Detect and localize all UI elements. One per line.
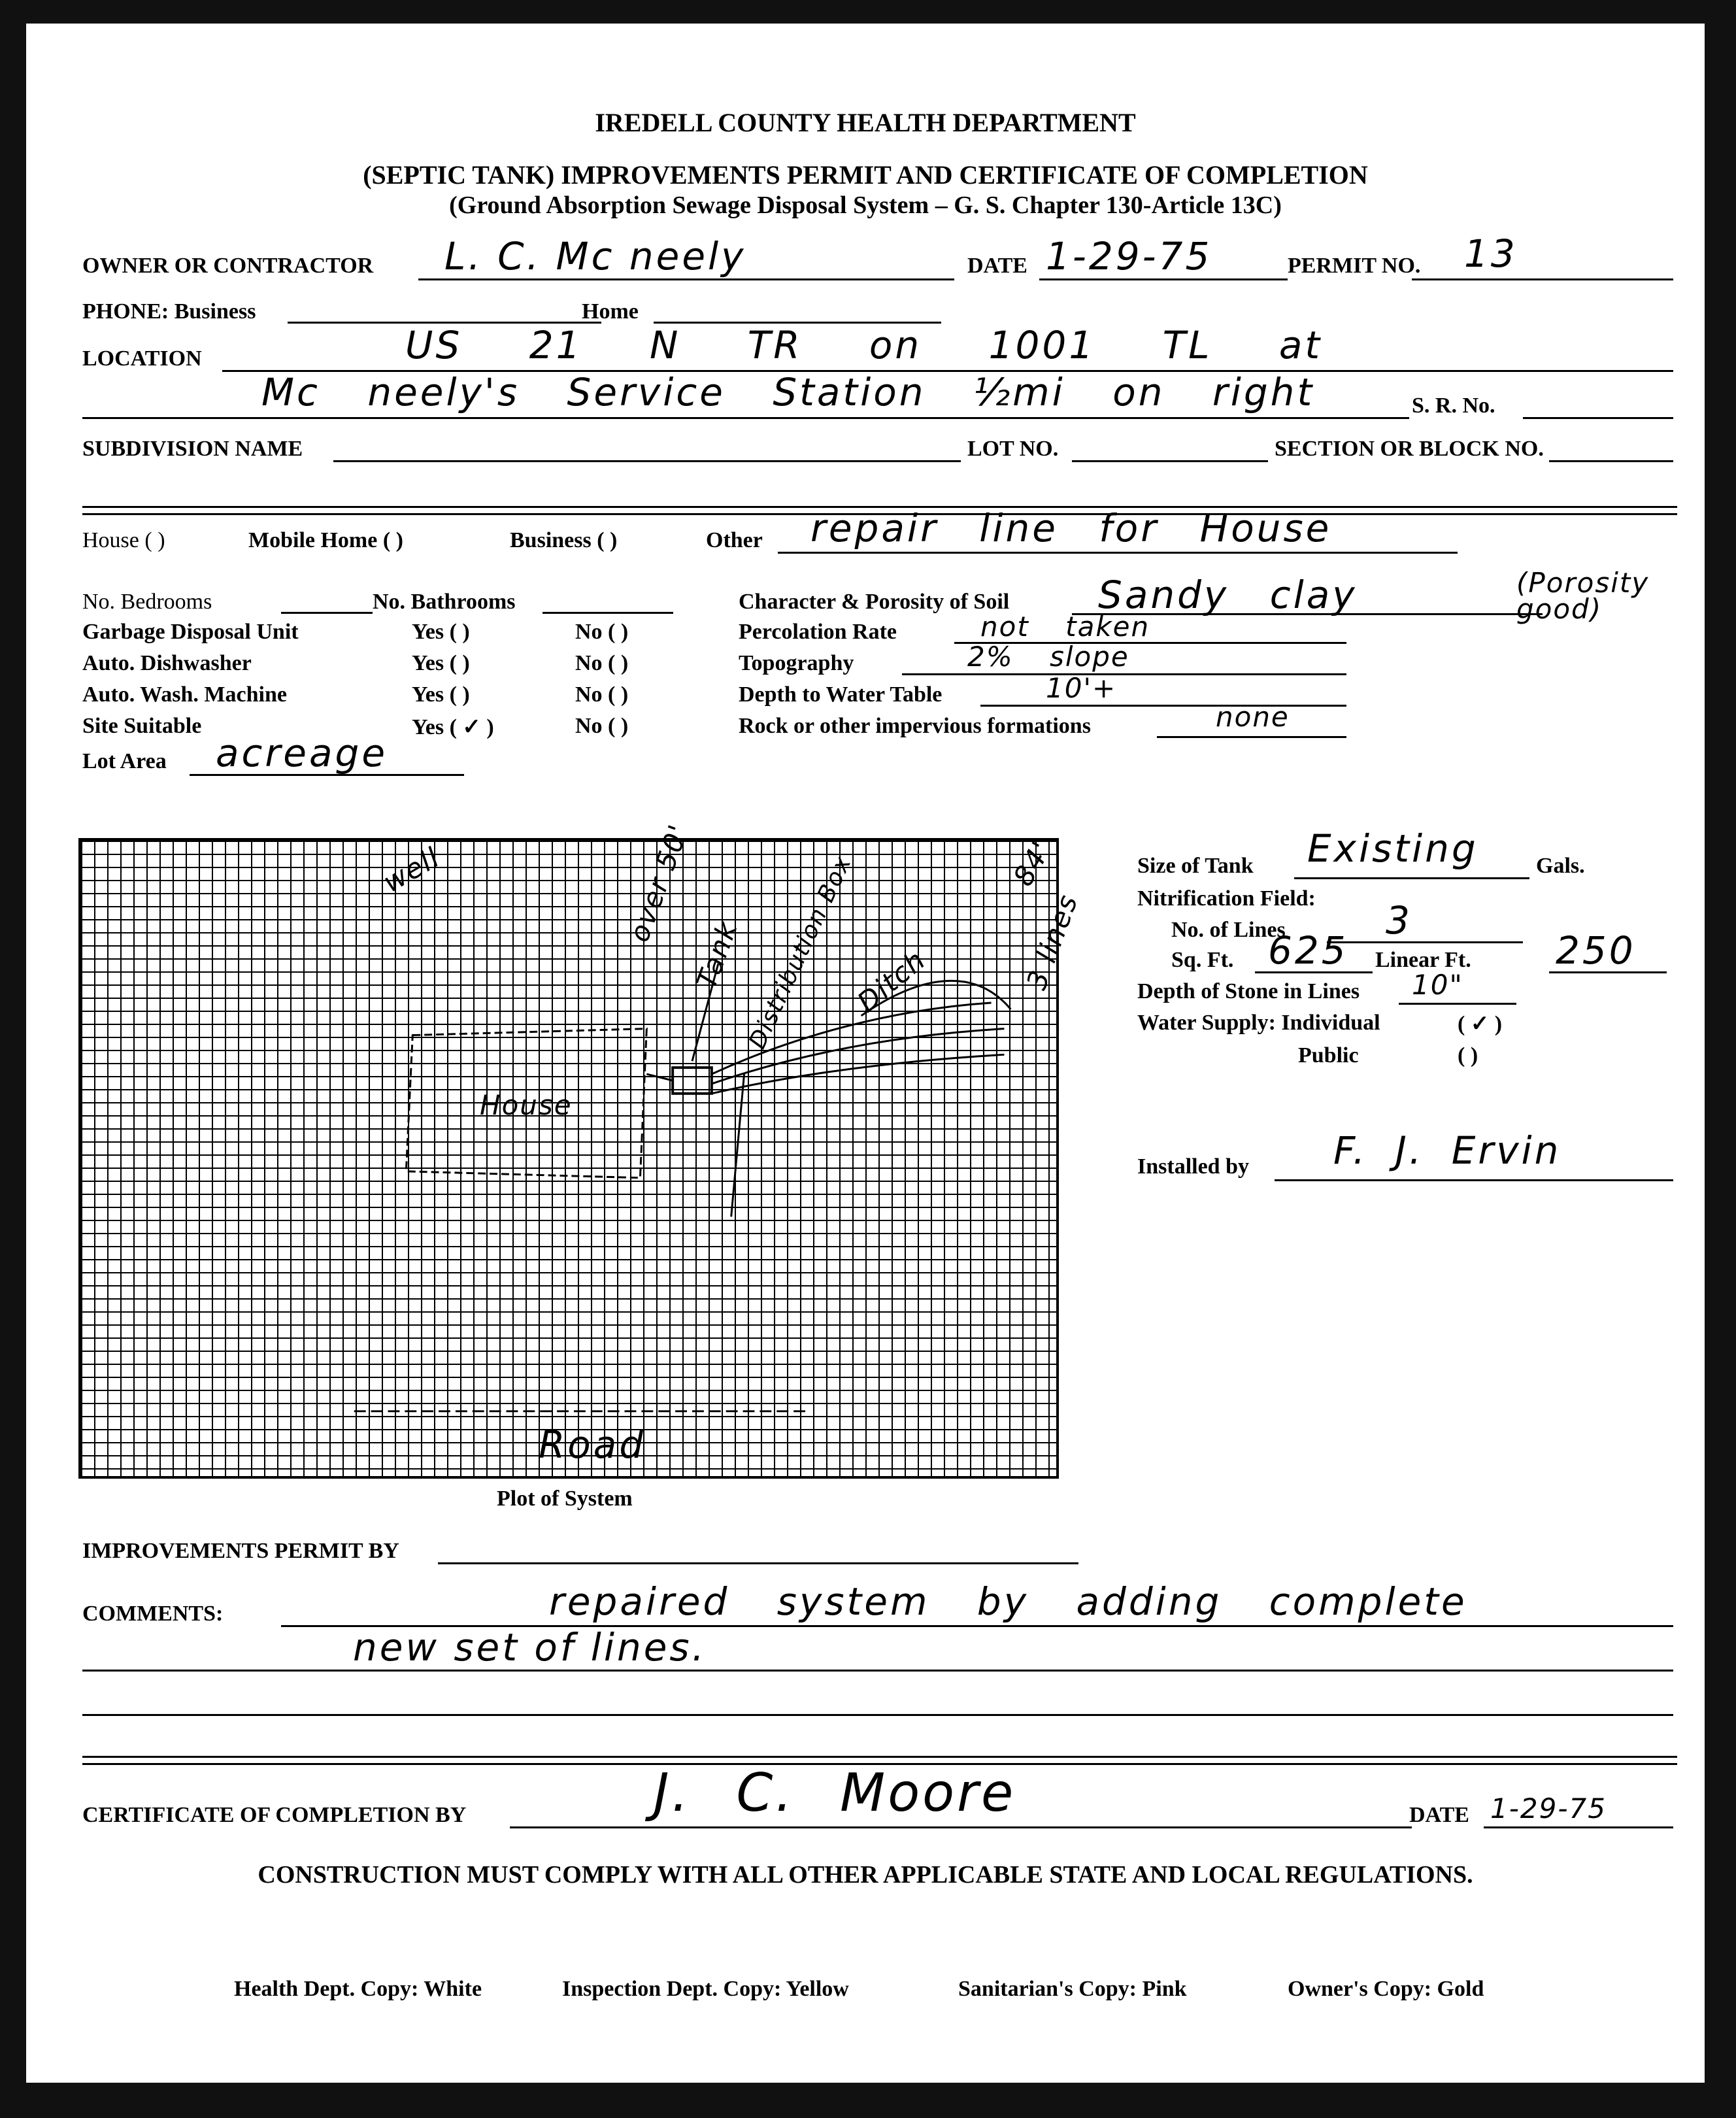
plot-label-tank: Tank <box>690 916 744 993</box>
plot-caption: Plot of System <box>497 1487 633 1511</box>
owner-line <box>418 278 954 280</box>
water-supply-public-label: Public <box>1298 1043 1359 1067</box>
rock-value[interactable]: none <box>1216 701 1290 733</box>
topography-label: Topography <box>739 651 854 675</box>
wash-machine-label: Auto. Wash. Machine <box>82 682 287 707</box>
house-checkbox[interactable]: House ( ) <box>82 528 165 552</box>
plot-label-3-lines: 3 lines <box>1020 889 1084 994</box>
plot-label-road: Road <box>539 1422 646 1467</box>
certificate-label: CERTIFICATE OF COMPLETION BY <box>82 1803 467 1827</box>
tank-size-line <box>1294 877 1529 879</box>
lines-line <box>1327 941 1523 943</box>
water-supply-label: Water Supply: Individual <box>1137 1011 1380 1035</box>
bedrooms-line <box>281 612 373 614</box>
location-value-1[interactable]: US 21 N TR on 1001 TL at <box>405 323 1323 367</box>
section-label: SECTION OR BLOCK NO. <box>1275 437 1544 461</box>
date-line <box>1039 278 1288 280</box>
dishwasher-yes[interactable]: Yes ( ) <box>412 651 470 675</box>
linft-label: Linear Ft. <box>1375 948 1471 972</box>
stone-depth-label: Depth of Stone in Lines <box>1137 979 1360 1003</box>
comments-line-3 <box>82 1714 1673 1716</box>
plot-label-house: House <box>480 1089 573 1121</box>
form-subtitle: (SEPTIC TANK) IMPROVEMENTS PERMIT AND CERTIFICATE OF COMPLETION <box>363 160 1368 190</box>
permit-label: PERMIT NO. <box>1288 254 1421 278</box>
certificate-date-label: DATE <box>1409 1803 1469 1827</box>
linft-value[interactable]: 250 <box>1556 928 1636 973</box>
stone-depth-value[interactable]: 10" <box>1412 969 1463 1001</box>
garbage-disposal-label: Garbage Disposal Unit <box>82 620 299 644</box>
stone-depth-line <box>1399 1003 1516 1005</box>
permit-line <box>1412 278 1673 280</box>
form-title: IREDELL COUNTY HEALTH DEPARTMENT <box>595 108 1136 137</box>
business-checkbox[interactable]: Business ( ) <box>510 528 618 552</box>
plot-grid <box>78 819 1084 1479</box>
location-label: LOCATION <box>82 346 202 371</box>
location-line-2 <box>82 417 1409 419</box>
water-supply-individual[interactable]: ( ✓ ) <box>1458 1012 1503 1036</box>
permit-value[interactable]: 13 <box>1464 231 1518 276</box>
sr-no-line <box>1523 417 1673 419</box>
other-label: Other <box>706 528 763 552</box>
water-table-value[interactable]: 10'+ <box>1046 672 1117 704</box>
plot-sketch <box>81 841 1056 1476</box>
comments-value-2[interactable]: new set of lines. <box>353 1625 707 1670</box>
tank-size-value[interactable]: Existing <box>1307 826 1478 871</box>
plot-label-distribution-box: Distribution Box <box>744 851 858 1053</box>
dishwasher-label: Auto. Dishwasher <box>82 651 252 675</box>
comments-label: COMMENTS: <box>82 1602 224 1626</box>
bedrooms-label: No. Bedrooms <box>82 590 212 614</box>
plot-label-ditch: Ditch <box>851 943 932 1018</box>
water-supply-public[interactable]: ( ) <box>1458 1043 1478 1067</box>
improvements-permit-label: IMPROVEMENTS PERMIT BY <box>82 1539 399 1563</box>
permit-form <box>26 24 1705 2083</box>
bathrooms-line <box>542 612 673 614</box>
topography-line <box>902 673 1346 675</box>
lines-value[interactable]: 3 <box>1386 898 1412 943</box>
site-suitable-yes[interactable]: Yes ( ✓ ) <box>412 715 494 739</box>
form-subtitle-statute: (Ground Absorption Sewage Disposal System – G. S. Chapter 130-Article 13C) <box>449 192 1282 219</box>
garbage-disposal-yes[interactable]: Yes ( ) <box>412 620 470 644</box>
water-table-line <box>980 705 1346 707</box>
section-line <box>1549 460 1673 462</box>
phone-home-label: Home <box>582 299 639 324</box>
topography-value[interactable]: 2% slope <box>967 641 1129 673</box>
road-side-line <box>731 1074 744 1217</box>
copy-owner: Owner's Copy: Gold <box>1288 1977 1484 2001</box>
plot-label-84: 84' <box>1007 835 1058 892</box>
copy-sanitarian: Sanitarian's Copy: Pink <box>958 1977 1187 2001</box>
certificate-line <box>510 1826 1412 1828</box>
subdivision-label: SUBDIVISION NAME <box>82 437 303 461</box>
comments-value-1[interactable]: repaired system by adding complete <box>549 1579 1467 1624</box>
rock-label: Rock or other impervious formations <box>739 714 1091 738</box>
nitrification-line-3 <box>712 1054 1005 1094</box>
certificate-date-line <box>1484 1826 1673 1828</box>
soil-porosity-note[interactable]: (Porosity good) <box>1516 567 1650 625</box>
lines-label: No. of Lines <box>1171 918 1286 942</box>
certificate-signature[interactable]: J. C. Moore <box>654 1762 1016 1823</box>
location-value-2[interactable]: Mc neely's Service Station ½mi on right <box>261 370 1315 414</box>
tank-size-label: Size of Tank <box>1137 854 1254 878</box>
sr-no-label: S. R. No. <box>1412 394 1495 418</box>
lot-area-label: Lot Area <box>82 749 167 773</box>
garbage-disposal-no[interactable]: No ( ) <box>575 620 629 644</box>
plot-label-well: well <box>377 841 446 899</box>
owner-value[interactable]: L. C. Mc neely <box>444 234 746 278</box>
soil-label: Character & Porosity of Soil <box>739 590 1010 614</box>
percolation-label: Percolation Rate <box>739 620 897 644</box>
copy-health-dept: Health Dept. Copy: White <box>234 1977 482 2001</box>
improvements-permit-line <box>438 1562 1078 1564</box>
other-value[interactable]: repair line for House <box>810 506 1332 550</box>
dishwasher-no[interactable]: No ( ) <box>575 651 629 675</box>
subdivision-line <box>333 460 961 462</box>
date-label: DATE <box>967 254 1027 278</box>
site-suitable-label: Site Suitable <box>82 714 202 738</box>
mobile-home-checkbox[interactable]: Mobile Home ( ) <box>248 528 403 552</box>
bathrooms-label: No. Bathrooms <box>373 590 516 614</box>
house-to-tank-line <box>646 1074 673 1081</box>
nitrification-label: Nitrification Field: <box>1137 886 1316 911</box>
percolation-value[interactable]: not taken <box>980 611 1150 643</box>
lot-no-label: LOT NO. <box>967 437 1059 461</box>
owner-label: OWNER OR CONTRACTOR <box>82 254 374 278</box>
water-table-label: Depth to Water Table <box>739 682 943 707</box>
wash-machine-yes[interactable]: Yes ( ) <box>412 682 470 707</box>
other-line <box>778 552 1458 554</box>
copy-inspection-dept: Inspection Dept. Copy: Yellow <box>562 1977 849 2001</box>
plot-label-over-50: over 50' <box>622 819 695 947</box>
soil-value[interactable]: Sandy clay <box>1098 573 1358 617</box>
site-suitable-no[interactable]: No ( ) <box>575 714 629 738</box>
wash-machine-no[interactable]: No ( ) <box>575 682 629 707</box>
installed-by-line <box>1275 1179 1673 1181</box>
comments-line-2 <box>82 1670 1673 1672</box>
installed-by-label: Installed by <box>1137 1154 1249 1179</box>
sqft-label: Sq. Ft. <box>1171 948 1234 972</box>
rock-line <box>1157 736 1346 738</box>
certificate-date-value[interactable]: 1-29-75 <box>1490 1792 1607 1824</box>
installed-by-value[interactable]: F. J. Ervin <box>1333 1128 1561 1173</box>
compliance-notice: CONSTRUCTION MUST COMPLY WITH ALL OTHER APPLICABLE STATE AND LOCAL REGULATIONS. <box>258 1861 1473 1889</box>
lot-area-value[interactable]: acreage <box>216 731 388 775</box>
tank-gals-label: Gals. <box>1536 854 1585 878</box>
tank-box <box>673 1067 712 1094</box>
lot-no-line <box>1072 460 1268 462</box>
sqft-value[interactable]: 625 <box>1268 928 1348 973</box>
date-value[interactable]: 1-29-75 <box>1046 234 1212 278</box>
phone-business-label: PHONE: Business <box>82 299 256 324</box>
